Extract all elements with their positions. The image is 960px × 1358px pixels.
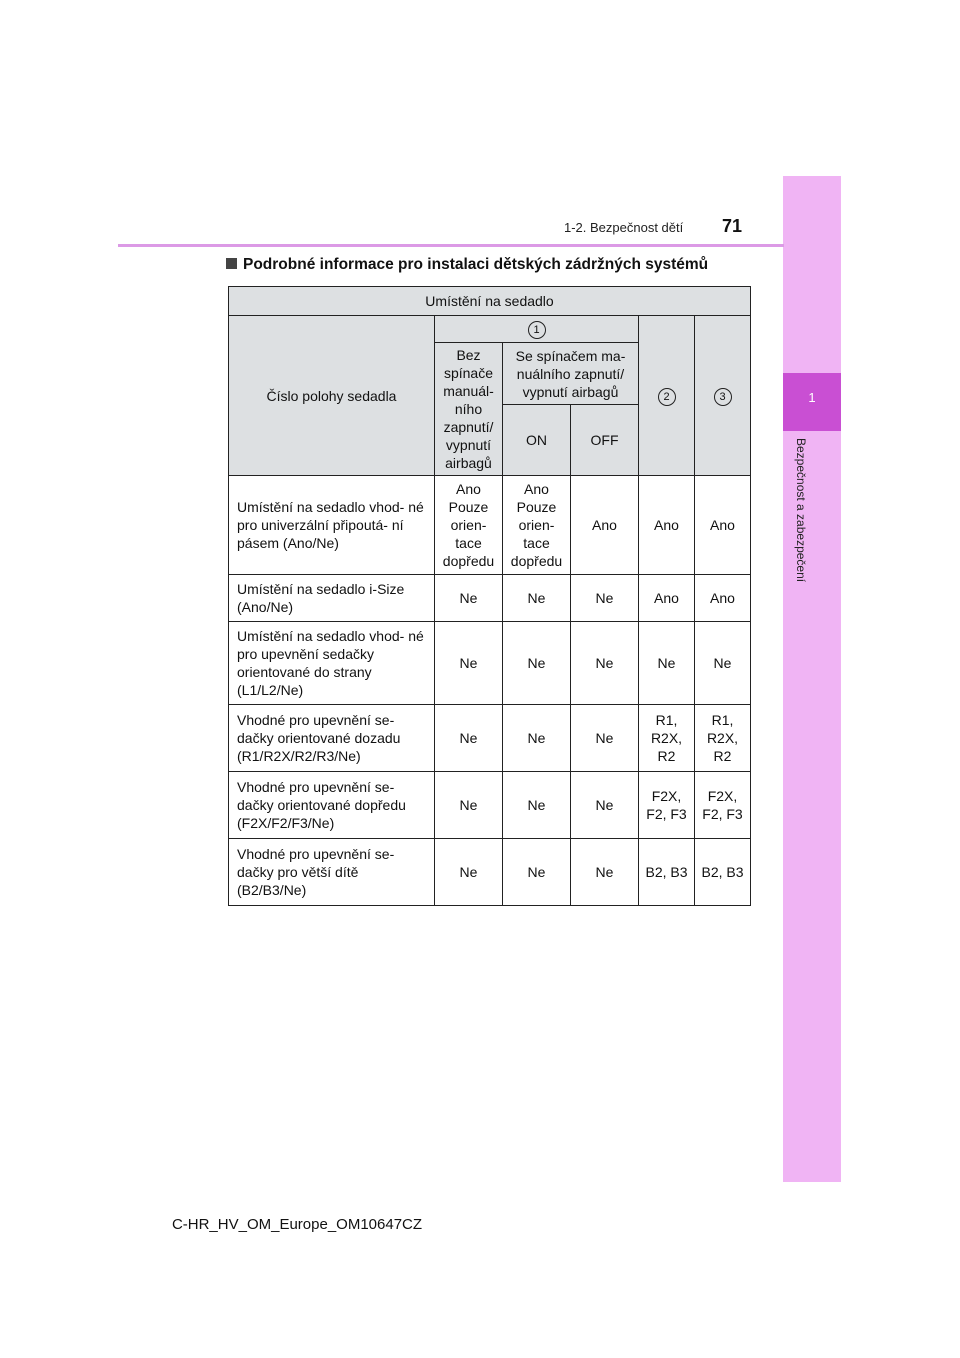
cell-no-switch: Ne bbox=[435, 705, 503, 772]
cell-on: Ne bbox=[503, 622, 571, 705]
row-label: Umístění na sedadlo vhod- né pro upevnění sedačky orientované do strany (L1/L2/Ne) bbox=[229, 622, 435, 705]
square-bullet-icon bbox=[226, 258, 237, 269]
circled-number-2: 2 bbox=[658, 388, 676, 406]
table-row bbox=[229, 772, 751, 839]
table-title-row bbox=[229, 287, 751, 316]
cell-off: Ne bbox=[571, 839, 639, 906]
cell-position-2: R1, R2X, R2 bbox=[639, 705, 695, 772]
no-switch-header: Bez spínače manuál- ního zapnutí/ vypnutí airbagů bbox=[435, 343, 503, 476]
off-header: OFF bbox=[571, 405, 639, 476]
header-divider bbox=[118, 244, 784, 247]
cell-on: Ne bbox=[503, 575, 571, 622]
cell-position-2: B2, B3 bbox=[639, 839, 695, 906]
table-row bbox=[229, 575, 751, 622]
document-footer: C-HR_HV_OM_Europe_OM10647CZ bbox=[171, 1216, 423, 1233]
table-row bbox=[229, 839, 751, 906]
cell-position-2: Ne bbox=[639, 622, 695, 705]
circled-number-3: 3 bbox=[714, 388, 732, 406]
row-label: Vhodné pro upevnění se- dačky pro větší dítě (B2/B3/Ne) bbox=[229, 839, 435, 906]
cell-on: Ne bbox=[503, 839, 571, 906]
chapter-side-strip bbox=[783, 176, 841, 1182]
seat-position-label: Číslo polohy sedadla bbox=[229, 316, 435, 476]
position-1-header bbox=[435, 316, 639, 343]
cell-position-2: Ano bbox=[639, 476, 695, 575]
row-label: Vhodné pro upevnění se- dačky orientované dozadu (R1/R2X/R2/R3/Ne) bbox=[229, 705, 435, 772]
on-header: ON bbox=[503, 405, 571, 476]
circled-number-1: 1 bbox=[528, 321, 546, 339]
row-label: Umístění na sedadlo vhod- né pro univerzální připoutá- ní pásem (Ano/Ne) bbox=[229, 476, 435, 575]
cell-position-3: Ano bbox=[695, 476, 751, 575]
cell-on: Ne bbox=[503, 772, 571, 839]
cell-off: Ne bbox=[571, 622, 639, 705]
row-label: Vhodné pro upevnění se- dačky orientované dopředu (F2X/F2/F3/Ne) bbox=[229, 772, 435, 839]
section-heading bbox=[226, 256, 708, 274]
table-row bbox=[229, 705, 751, 772]
cell-no-switch: Ano Pouze orien- tace dopředu bbox=[435, 476, 503, 575]
cell-on: Ano Pouze orien- tace dopředu bbox=[503, 476, 571, 575]
cell-off: Ne bbox=[571, 575, 639, 622]
row-label: Umístění na sedadlo i-Size (Ano/Ne) bbox=[229, 575, 435, 622]
cell-no-switch: Ne bbox=[435, 575, 503, 622]
cell-no-switch: Ne bbox=[435, 622, 503, 705]
with-switch-header: Se spínačem ma- nuálního zapnutí/ vypnutí airbagů bbox=[503, 343, 639, 405]
position-2-header bbox=[639, 316, 695, 476]
position-3-header bbox=[695, 316, 751, 476]
cell-on: Ne bbox=[503, 705, 571, 772]
cell-position-3: Ano bbox=[695, 575, 751, 622]
cell-position-3: F2X, F2, F3 bbox=[695, 772, 751, 839]
page-number: 71 bbox=[722, 216, 743, 236]
cell-off: Ne bbox=[571, 772, 639, 839]
table-row bbox=[229, 476, 751, 575]
cell-position-2: Ano bbox=[639, 575, 695, 622]
header-row-positions bbox=[229, 316, 751, 343]
section-title: 1-2. Bezpečnost dětí bbox=[564, 220, 684, 235]
table-title: Umístění na sedadlo bbox=[229, 287, 751, 316]
chapter-title: Bezpečnost a zabezpečení bbox=[794, 438, 808, 583]
section-heading-text: Podrobné informace pro instalaci dětských zádržných systémů bbox=[243, 256, 709, 273]
cell-position-3: Ne bbox=[695, 622, 751, 705]
cell-off: Ano bbox=[571, 476, 639, 575]
cell-off: Ne bbox=[571, 705, 639, 772]
cell-position-3: R1, R2X, R2 bbox=[695, 705, 751, 772]
cell-no-switch: Ne bbox=[435, 772, 503, 839]
cell-position-3: B2, B3 bbox=[695, 839, 751, 906]
chapter-number: 1 bbox=[808, 390, 816, 405]
cell-no-switch: Ne bbox=[435, 839, 503, 906]
cell-position-2: F2X, F2, F3 bbox=[639, 772, 695, 839]
table-row bbox=[229, 622, 751, 705]
seat-position-table bbox=[228, 286, 751, 906]
